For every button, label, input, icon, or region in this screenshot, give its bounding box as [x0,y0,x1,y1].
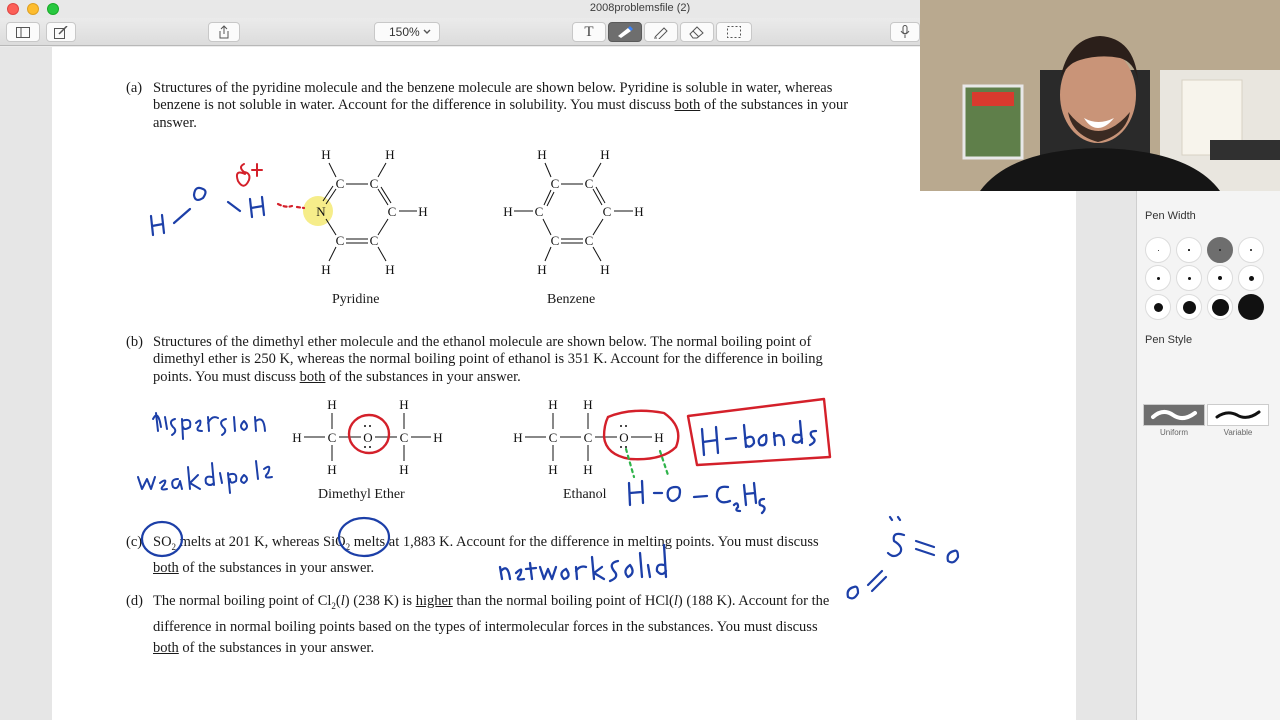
svg-text:C: C [387,204,397,219]
svg-text:C: C [548,430,558,445]
svg-text:H: H [399,462,409,477]
annotation-ethanol-h-o-chain [629,481,765,513]
svg-text:H: H [385,147,395,162]
svg-text:C: C [335,233,345,248]
question-d-letter: (d) [126,593,143,609]
pyridine-structure [303,147,428,277]
svg-text:H: H [583,462,593,477]
svg-text:H: H [600,262,610,277]
pen-style-uniform-caption: Uniform [1159,428,1188,437]
pen-style-variable-button[interactable] [1207,404,1269,426]
compose-icon [54,26,68,39]
svg-text:C: C [550,233,560,248]
svg-text:C: C [583,430,593,445]
svg-text:H: H [418,204,428,219]
svg-text:H: H [327,397,337,412]
svg-text:H: H [634,204,644,219]
question-b-letter: (b) [126,334,143,350]
text-tool-icon: T [584,23,594,40]
annotation-dispersion [153,413,265,439]
window-title: 2008problemsfile (2) [589,2,691,14]
pen-width-option[interactable] [1145,265,1171,291]
benzene-structure [503,147,643,277]
svg-text:C: C [399,430,409,445]
pen-width-option[interactable] [1238,265,1264,291]
svg-text:N: N [316,204,326,219]
pen-width-option[interactable] [1207,294,1233,320]
pen-width-option[interactable] [1145,294,1171,320]
sidebar-toggle-button[interactable] [6,22,40,42]
webcam-scene [920,0,1280,191]
pen-width-option[interactable] [1145,237,1171,263]
pen-style-variable-caption: Variable [1223,428,1253,437]
eraser-icon [689,25,705,39]
question-d-text: The normal boiling point of $Cl_2(l)$ (238 K) is higher than the normal boiling point of HCl(l) (188 K). Account for the difference in normal boiling points based on the types of intermolecular forces in the substances. You must discuss both of the substances in your answer. [153,593,830,656]
pen-width-option[interactable] [1207,265,1233,291]
svg-text:H: H [399,397,409,412]
svg-text:H: H [537,262,547,277]
pen-width-label: Pen Width [1145,210,1196,222]
pen-width-option[interactable] [1238,294,1264,320]
svg-text:H: H [385,262,395,277]
pen-width-option[interactable] [1176,265,1202,291]
microphone-button[interactable] [890,22,920,42]
svg-text:C: C [369,233,379,248]
selection-icon [727,26,741,38]
uniform-stroke-icon [1149,408,1199,422]
zoom-select[interactable] [374,22,440,42]
compose-button[interactable] [46,22,76,42]
annotation-network-solid [500,545,666,581]
annotation-weak-dipole [138,461,272,493]
svg-text:H: H [654,430,664,445]
pen-style-label: Pen Style [1145,334,1193,346]
question-a-text: Structures of the pyridine molecule and the benzene molecule are shown below. Pyridine is soluble in water, whereas benzene is not soluble in water. Account for the difference in solubility. You must discuss both of the substances in your answer. [153,80,849,131]
svg-text:H: H [537,147,547,162]
share-icon [218,25,230,39]
annotation-h-bonds-box [688,399,830,465]
label-ethanol: Ethanol [563,487,607,502]
pen-width-option[interactable] [1176,237,1202,263]
pen-width-option[interactable] [1238,237,1264,263]
pen-style-uniform-button[interactable] [1143,404,1205,426]
text-tool-button[interactable] [572,22,606,42]
svg-text:H: H [503,204,513,219]
chevron-down-icon [423,29,431,35]
annotation-delta-plus [237,164,262,186]
annotation-ethanol-oh-circle [604,411,678,460]
annotation-h-bonds-text [702,421,816,455]
question-c-text: $SO_2$ melts at 201 K, whereas SiO$_2$ melts at 1,883 K. Account for the difference in melting points. You must discuss both of the substances in your answer. [153,534,819,576]
svg-text:C: C [602,204,612,219]
svg-text:C: C [584,233,594,248]
annotation-so2-circle [142,522,182,556]
selection-tool-button[interactable] [716,22,752,42]
question-b-text: Structures of the dimethyl ether molecule and the ethanol molecule are shown below. The normal boiling point of dimethyl ether is 250 K, whereas the normal boiling point of ethanol is 351 K. Account for the difference in boiling points. You must discuss both of the substances in your answer. [153,334,823,385]
annotation-water-molecule [151,188,264,235]
label-pyridine: Pyridine [332,292,380,307]
annotation-ethanol-h-bond-dashes [626,449,668,477]
pen-tool-button[interactable] [608,22,642,42]
svg-text:C: C [369,176,379,191]
pen-width-option-selected[interactable] [1207,237,1233,263]
question-a-letter: (a) [126,80,143,96]
svg-text:C: C [534,204,544,219]
pen-icon [616,26,634,38]
svg-text:O: O [619,430,629,445]
question-c-letter: (c) [126,534,143,550]
label-dimethyl-ether: Dimethyl Ether [318,487,405,502]
label-benzene: Benzene [547,292,596,307]
svg-text:H: H [513,430,523,445]
variable-stroke-icon [1213,408,1263,422]
annotation-sio2-circle [339,518,389,556]
svg-text:C: C [584,176,594,191]
svg-text:H: H [548,462,558,477]
svg-text:H: H [600,147,610,162]
svg-text:H: H [292,430,302,445]
svg-text:H: H [327,462,337,477]
svg-text:H: H [321,262,331,277]
svg-text:O: O [363,430,373,445]
svg-text:H: H [583,397,593,412]
pen-width-option[interactable] [1176,294,1202,320]
share-button[interactable] [208,22,240,42]
sidebar-icon [16,27,30,38]
svg-text:H: H [321,147,331,162]
highlighter-tool-button[interactable] [644,22,678,42]
svg-text:C: C [327,430,337,445]
svg-text:C: C [335,176,345,191]
svg-text:H: H [548,397,558,412]
eraser-tool-button[interactable] [680,22,714,42]
annotation-so2-lewis [848,517,958,598]
microphone-icon [900,25,910,39]
zoom-value: 150% [389,25,420,39]
annotation-hydrogen-bond-dash [278,204,304,208]
highlighter-icon [653,25,669,39]
svg-text:C: C [550,176,560,191]
svg-text:H: H [433,430,443,445]
webcam-video-overlay [920,0,1280,191]
